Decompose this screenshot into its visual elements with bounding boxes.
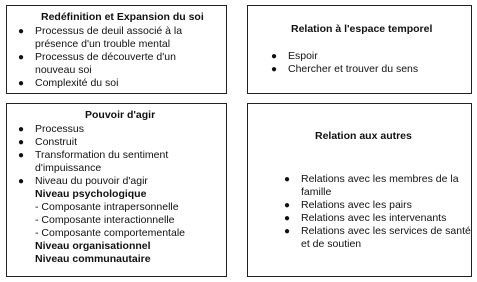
bullet-dot-icon: ● <box>284 174 291 185</box>
item-list <box>12 123 224 266</box>
list-item: ● Niveau du pouvoir d'agir <box>18 175 148 187</box>
bullet-dot-icon: ● <box>18 176 25 187</box>
bullet-dot-icon: ● <box>18 150 25 161</box>
sub-heading: Niveau organisationnel <box>35 240 151 252</box>
box-relation-espace-temporel <box>247 5 472 94</box>
list-item: ● Construit <box>18 136 78 148</box>
sub-item: - Composante interactionnelle <box>35 214 175 226</box>
list-item: ● Relations avec les intervenants <box>284 212 447 224</box>
sub-heading: Niveau psychologique <box>35 188 147 200</box>
list-item: ● Processus <box>18 123 85 135</box>
list-item: ● Processus de découverte d'un nouveau soi <box>18 51 176 76</box>
box-pouvoir-agir <box>6 103 227 277</box>
sub-item: - Composante intrapersonnelle <box>35 201 179 213</box>
bullet-dot-icon: ● <box>271 64 278 75</box>
bullet-dot-icon: ● <box>284 213 291 224</box>
bullet-dot-icon: ● <box>18 78 25 89</box>
bullet-dot-icon: ● <box>18 26 25 37</box>
list-item: ● Espoir <box>271 50 318 62</box>
list-item: ● Relations avec les membres de la famille <box>284 173 459 198</box>
item-list <box>278 173 471 251</box>
list-item: ● Complexité du soi <box>18 77 119 89</box>
sub-heading: Niveau communautaire <box>35 253 151 265</box>
bullet-dot-icon: ● <box>271 51 278 62</box>
list-item: ● Chercher et trouver du sens <box>271 63 419 75</box>
list-item: ● Processus de deuil associé à la présence d'un trouble mental <box>18 25 183 50</box>
bullet-dot-icon: ● <box>284 226 291 237</box>
box-title: Pouvoir d'agir <box>85 109 156 121</box>
box-redefinition-soi <box>6 5 227 94</box>
bullet-dot-icon: ● <box>18 52 25 63</box>
item-list <box>12 25 218 90</box>
bullet-dot-icon: ● <box>18 137 25 148</box>
item-list <box>265 50 465 76</box>
box-relation-autres <box>247 103 472 277</box>
box-title: Redéfinition et Expansion du soi <box>41 11 204 23</box>
bullet-dot-icon: ● <box>18 124 25 135</box>
sub-item: - Composante comportementale <box>35 227 185 239</box>
box-title: Relation aux autres <box>315 130 412 142</box>
list-item: ● Relations avec les services de santé et de soutien <box>284 225 471 250</box>
list-item: ● Relations avec les pairs <box>284 199 412 211</box>
bullet-dot-icon: ● <box>284 200 291 211</box>
list-item: ● Transformation du sentiment d'impuissance <box>18 149 169 174</box>
box-title: Relation à l'espace temporel <box>291 23 433 35</box>
